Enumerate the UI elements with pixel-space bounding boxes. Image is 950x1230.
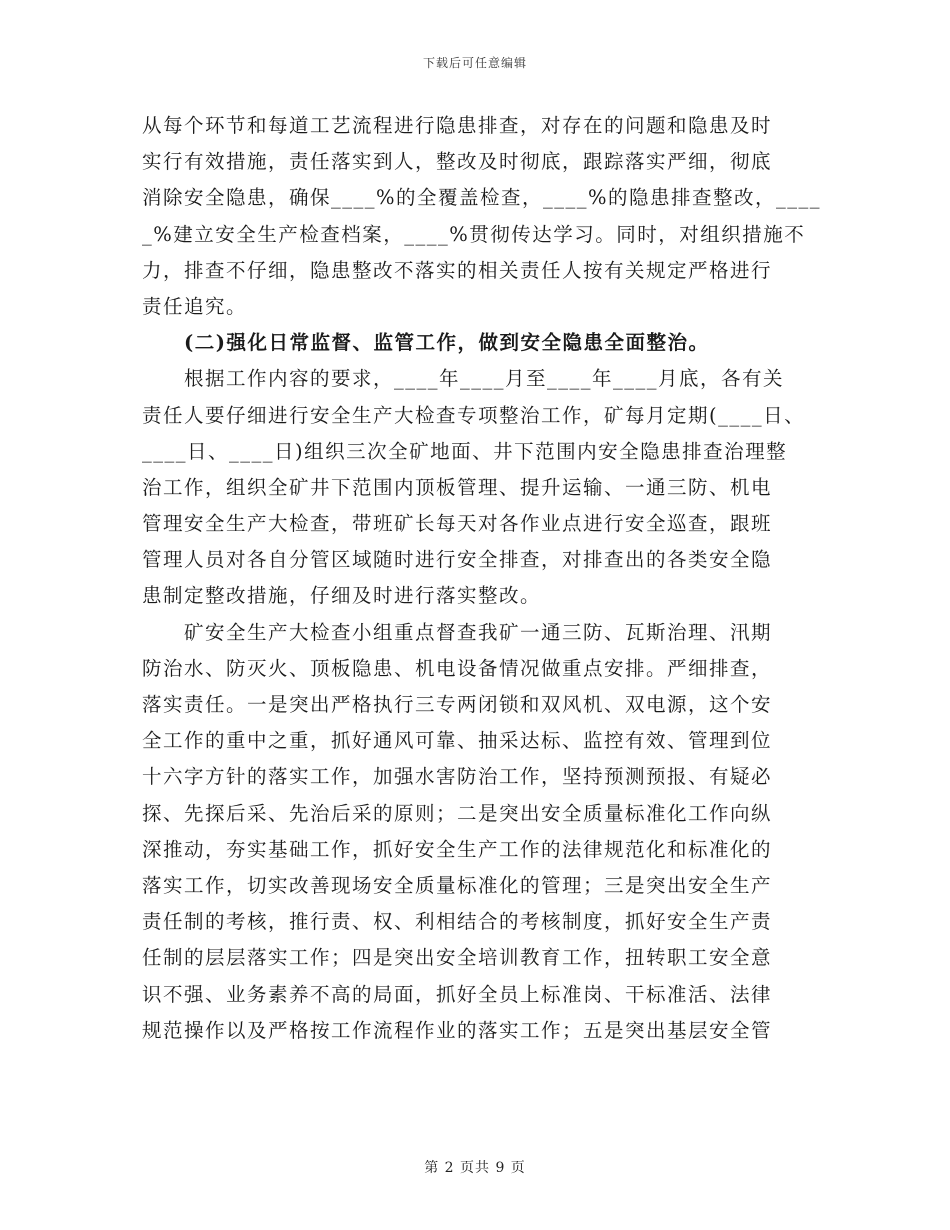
- text-line: 治工作，组织全矿井下范围内顶板管理、提升运输、一通三防、机电: [142, 475, 773, 499]
- text-line: 消除安全隐患，确保____%的全覆盖检查，____%的隐患排查整改，____: [142, 186, 822, 210]
- text-line: 责任人要仔细进行安全生产大检查专项整治工作，矿每月定期(____日、: [142, 403, 806, 427]
- text-line: 规范操作以及严格按工作流程作业的落实工作；五是突出基层安全管: [142, 1018, 773, 1042]
- text-line: 防治水、防灭火、顶板隐患、机电设备情况做重点安排。严细排查，: [142, 656, 773, 680]
- text-line: 十六字方针的落实工作，加强水害防治工作，坚持预测预报、有疑必: [142, 765, 773, 789]
- paragraph-3: [142, 615, 810, 1049]
- page-header: 下载后可任意编辑: [422, 56, 527, 70]
- text-line: 落实工作，切实改善现场安全质量标准化的管理；三是突出安全生产: [142, 873, 773, 897]
- text-line: 责任追究。: [142, 294, 248, 318]
- text-line: 力，排查不仔细，隐患整改不落实的相关责任人按有关规定严格进行: [142, 258, 773, 282]
- text-line: 从每个环节和每道工艺流程进行隐患排查，对存在的问题和隐患及时: [142, 114, 773, 137]
- page-footer: 第 2 页共 9 页: [424, 1160, 526, 1176]
- heading-text: (二)强化日常监督、监管工作，做到安全隐患全面整治。: [184, 331, 710, 355]
- paragraph-2: [142, 361, 810, 614]
- paragraph-1: [142, 108, 822, 325]
- section-heading: [142, 325, 810, 361]
- text-line: 患制定整改措施，仔细及时进行落实整改。: [142, 584, 542, 608]
- text-line: 识不强、业务素养不高的局面，抓好全员上标准岗、干标准活、法律: [142, 982, 773, 1006]
- text-line: 矿安全生产大检查小组重点督查我矿一通三防、瓦斯治理、汛期: [184, 620, 773, 644]
- text-line: 管理安全生产大检查，带班矿长每天对各作业点进行安全巡查，跟班: [142, 512, 773, 536]
- text-line: 落实责任。一是突出严格执行三专两闭锁和双风机、双电源，这个安: [142, 693, 773, 716]
- text-line: 全工作的重中之重，抓好通风可靠、抽采达标、监控有效、管理到位: [142, 729, 773, 753]
- document-body: [142, 108, 822, 1049]
- text-line: _%建立安全生产检查档案，____%贯彻传达学习。同时，对组织措施不: [142, 222, 806, 246]
- text-line: 任制的层层落实工作；四是突出安全培训教育工作，扭转职工安全意: [142, 946, 773, 970]
- text-line: 深推动，夯实基础工作，抓好安全生产工作的法律规范化和标准化的: [142, 837, 773, 861]
- text-line: ____日、____日)组织三次全矿地面、井下范围内安全隐患排查治理整: [142, 439, 788, 463]
- text-line: 责任制的考核，推行责、权、利相结合的考核制度，抓好安全生产责: [142, 910, 773, 934]
- text-line: 根据工作内容的要求，____年____月至____年____月底，各有关: [184, 367, 785, 391]
- text-line: 探、先探后采、先治后采的原则；二是突出安全质量标准化工作向纵: [142, 801, 773, 825]
- text-line: 实行有效措施，责任落实到人，整改及时彻底，跟踪落实严细，彻底: [142, 150, 773, 174]
- text-line: 管理人员对各自分管区域随时进行安全排查，对排查出的各类安全隐: [142, 548, 773, 572]
